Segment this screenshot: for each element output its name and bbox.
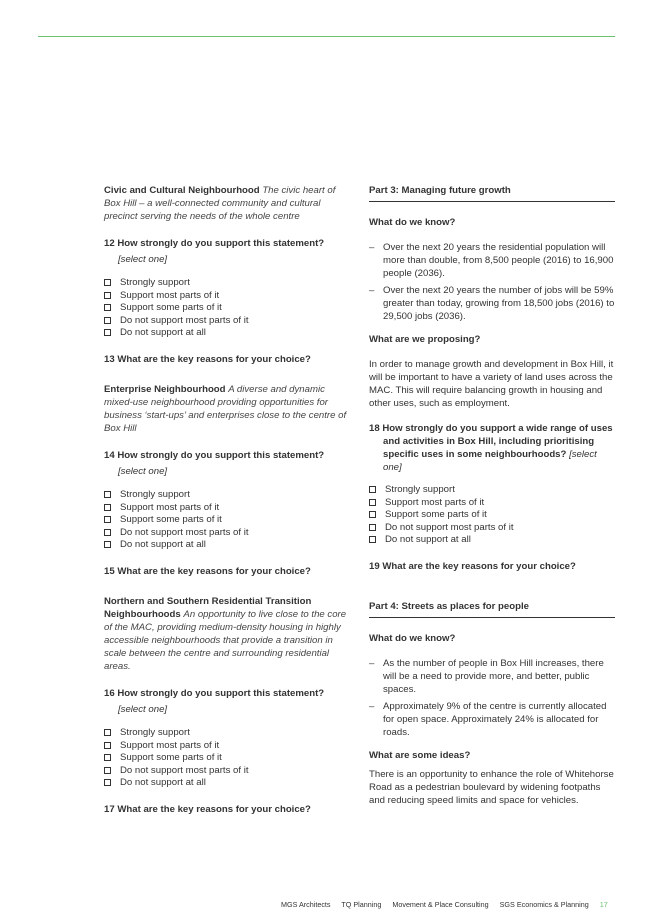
checkbox-icon[interactable] [369, 536, 376, 543]
checkbox-icon[interactable] [104, 292, 111, 299]
checkbox-icon[interactable] [104, 541, 111, 548]
part4-ideas-text: There is an opportunity to enhance the role of Whitehorse Road as a pedestrian boulevard by widening footpaths and reducing speed limits and space for vehicles. [369, 768, 614, 806]
question-12-hint: [select one] [118, 254, 168, 265]
option-support-most[interactable]: Support most parts of it [104, 502, 354, 515]
question-18-hint: [select one] [383, 449, 597, 473]
residential-intro [104, 595, 354, 673]
question-12: 12 How strongly do you support this statement? [104, 238, 325, 249]
residential-title: Northern and Southern Residential Transition Neighbourhoods [104, 595, 312, 620]
question-13: 13 What are the key reasons for your choice? [104, 353, 311, 365]
question-14-hint: [select one] [118, 465, 168, 477]
checkbox-icon[interactable] [104, 729, 111, 736]
checkbox-icon[interactable] [104, 754, 111, 761]
option-support-most[interactable]: Support most parts of it [369, 497, 615, 510]
option-strongly-support[interactable]: Strongly support [104, 277, 354, 290]
checkbox-icon[interactable] [104, 779, 111, 786]
part3-know-heading: What do we know? [369, 217, 456, 228]
dash-icon: – [369, 657, 375, 669]
option-not-support-most[interactable]: Do not support most parts of it [104, 527, 354, 540]
list-item: – Approximately 9% of the centre is currently allocated for open space. Approximately 24% is allocated for roads. [369, 700, 607, 738]
civic-intro [104, 184, 354, 223]
option-not-support-most[interactable]: Do not support most parts of it [369, 522, 615, 535]
checkbox-icon[interactable] [104, 279, 111, 286]
enterprise-title: Enterprise Neighbourhood [104, 383, 226, 395]
page-number: 17 [599, 900, 608, 909]
footer-credit: TQ Planning [341, 900, 382, 909]
question-19: 19 What are the key reasons for your choice? [369, 560, 576, 572]
checkbox-icon[interactable] [104, 504, 111, 511]
question-16: 16 How strongly do you support this statement? [104, 687, 325, 699]
q14-options [104, 489, 354, 552]
enterprise-desc: A diverse and dynamic mixed-use neighbourhood providing opportunities for business ‘start-ups’ and enterprises close to the centre of Box Hill [104, 383, 347, 434]
part4-ideas-heading: What are some ideas? [369, 749, 471, 761]
option-support-some[interactable]: Support some parts of it [104, 302, 354, 315]
checkbox-icon[interactable] [104, 329, 111, 336]
checkbox-icon[interactable] [104, 317, 111, 324]
checkbox-icon[interactable] [369, 486, 376, 493]
q16-options [104, 727, 354, 790]
option-strongly-support[interactable]: Strongly support [104, 489, 354, 502]
right-column [369, 184, 615, 819]
checkbox-icon[interactable] [104, 529, 111, 536]
residential-desc: An opportunity to live close to the core of the MAC, providing medium-density housing in highly accessible neighbourhoods that provide a transition in scale between the centre and surrounding residential areas. [104, 608, 347, 672]
header-rule [38, 36, 615, 37]
question-18: 18 How strongly do you support a wide range of uses and activities in Box Hill, including prioritising specific uses in some neighbourhoods? [select one] [369, 423, 613, 473]
option-not-support-all[interactable]: Do not support at all [104, 539, 354, 552]
enterprise-intro [104, 383, 354, 435]
question-16-hint: [select one] [118, 703, 168, 715]
option-not-support-all[interactable]: Do not support at all [104, 327, 354, 340]
part3-propose-text: In order to manage growth and development in Box Hill, it will be important to have a variety of land uses across the MAC. This will require balancing growth in housing and other uses, such as employment. [369, 359, 614, 409]
question-17: 17 What are the key reasons for your choice? [104, 803, 311, 815]
part4-title: Part 4: Streets as places for people [369, 600, 615, 618]
option-support-some[interactable]: Support some parts of it [104, 514, 354, 527]
checkbox-icon[interactable] [369, 524, 376, 531]
q12-options [104, 277, 354, 340]
question-14: 14 How strongly do you support this statement? [104, 449, 325, 461]
checkbox-icon[interactable] [369, 511, 376, 518]
page-footer [281, 900, 608, 909]
checkbox-icon[interactable] [104, 304, 111, 311]
checkbox-icon[interactable] [104, 767, 111, 774]
checkbox-icon[interactable] [369, 499, 376, 506]
dash-icon: – [369, 285, 375, 296]
list-item: – Over the next 20 years the residential population will more than double, from 8,500 people (2016) to 16,900 people (2036). [369, 242, 614, 279]
option-not-support-all[interactable]: Do not support at all [369, 534, 615, 547]
option-not-support-all[interactable]: Do not support at all [104, 777, 354, 790]
q18-options [369, 484, 615, 547]
footer-credit: Movement & Place Consulting [392, 900, 489, 909]
part4-bullets [369, 657, 615, 739]
option-strongly-support[interactable]: Strongly support [369, 484, 615, 497]
part3-title: Part 3: Managing future growth [369, 184, 615, 202]
dash-icon: – [369, 700, 375, 712]
option-not-support-most[interactable]: Do not support most parts of it [104, 765, 354, 778]
footer-credit: MGS Architects [281, 900, 331, 909]
option-support-some[interactable]: Support some parts of it [369, 509, 615, 522]
part3-bullets [369, 241, 615, 323]
option-strongly-support[interactable]: Strongly support [104, 727, 354, 740]
option-support-most[interactable]: Support most parts of it [104, 740, 354, 753]
left-column [104, 184, 354, 833]
question-15: 15 What are the key reasons for your choice? [104, 565, 311, 577]
checkbox-icon[interactable] [104, 516, 111, 523]
footer-credit: SGS Economics & Planning [499, 900, 589, 909]
checkbox-icon[interactable] [104, 742, 111, 749]
civic-desc: The civic heart of Box Hill – a well-connected community and cultural precinct serving the needs of the whole centre [104, 185, 336, 222]
part3-propose-heading: What are we proposing? [369, 334, 481, 345]
dash-icon: – [369, 242, 375, 253]
part4-know-heading: What do we know? [369, 632, 456, 644]
list-item: – As the number of people in Box Hill increases, there will be a need to provide more, and better, public spaces. [369, 657, 604, 695]
option-not-support-most[interactable]: Do not support most parts of it [104, 315, 354, 328]
checkbox-icon[interactable] [104, 491, 111, 498]
option-support-most[interactable]: Support most parts of it [104, 290, 354, 303]
civic-title: Civic and Cultural Neighbourhood [104, 185, 260, 196]
option-support-some[interactable]: Support some parts of it [104, 752, 354, 765]
list-item: – Over the next 20 years the number of jobs will be 59% greater than today, growing from 18,500 jobs (2016) to 29,500 jobs (2036). [369, 285, 615, 322]
